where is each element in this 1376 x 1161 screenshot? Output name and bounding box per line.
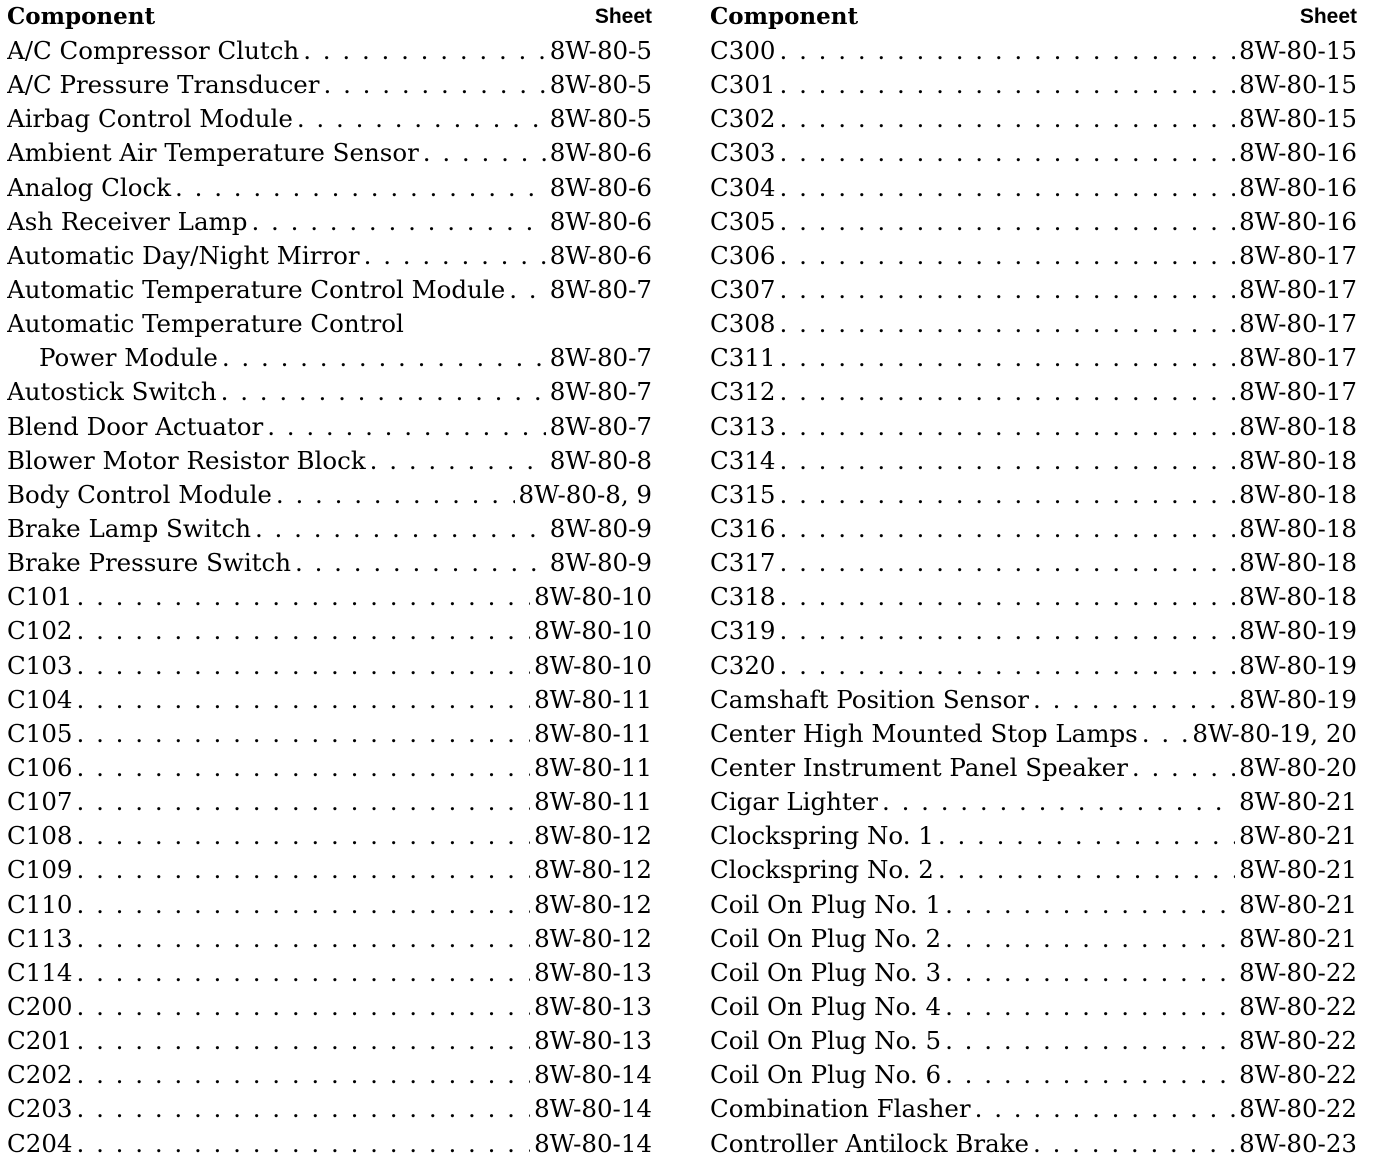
component-name: Cigar Lighter xyxy=(710,787,878,817)
dot-leader xyxy=(780,341,1236,375)
sheet-reference: 8W-80-17 xyxy=(1239,343,1357,373)
component-name: C201 xyxy=(7,1026,73,1056)
index-entry xyxy=(710,751,1357,785)
index-entry xyxy=(7,307,652,341)
sheet-reference: 8W-80-6 xyxy=(549,172,652,202)
dot-leader xyxy=(945,922,1235,956)
dot-leader xyxy=(267,410,546,444)
index-entry xyxy=(7,1024,652,1058)
component-heading: Component xyxy=(7,3,156,30)
index-entry xyxy=(710,375,1357,409)
dot-leader xyxy=(276,478,515,512)
sheet-reference: 8W-80-16 xyxy=(1239,138,1357,168)
sheet-reference: 8W-80-8, 9 xyxy=(518,479,652,509)
component-name: C314 xyxy=(710,445,776,475)
sheet-reference: 8W-80-7 xyxy=(549,377,652,407)
index-entry xyxy=(7,1058,652,1092)
dot-leader xyxy=(77,1127,531,1161)
dot-leader xyxy=(1132,751,1235,785)
component-name: A/C Pressure Transducer xyxy=(7,70,320,100)
index-entry xyxy=(710,444,1357,478)
index-entry xyxy=(710,171,1357,205)
component-name: Automatic Day/Night Mirror xyxy=(7,240,360,270)
index-entry xyxy=(710,956,1357,990)
dot-leader xyxy=(780,239,1236,273)
component-name: C317 xyxy=(710,548,776,578)
dot-leader xyxy=(780,273,1236,307)
sheet-reference: 8W-80-22 xyxy=(1239,1026,1357,1056)
dot-leader xyxy=(221,375,546,409)
sheet-reference: 8W-80-22 xyxy=(1239,957,1357,987)
index-entry xyxy=(710,34,1357,68)
index-entry xyxy=(710,205,1357,239)
component-name: C114 xyxy=(7,957,73,987)
sheet-heading: Sheet xyxy=(1299,5,1357,28)
component-name: C104 xyxy=(7,684,73,714)
sheet-reference: 8W-80-7 xyxy=(549,343,652,373)
dot-leader xyxy=(945,956,1235,990)
component-name: C306 xyxy=(710,240,776,270)
sheet-reference: 8W-80-8 xyxy=(549,445,652,475)
index-entry xyxy=(7,546,652,580)
dot-leader xyxy=(77,683,531,717)
index-entry xyxy=(710,1092,1357,1126)
sheet-reference: 8W-80-12 xyxy=(534,889,652,919)
component-name: C311 xyxy=(710,343,776,373)
component-name: C319 xyxy=(710,616,776,646)
component-name: C318 xyxy=(710,582,776,612)
component-name: C300 xyxy=(710,36,776,65)
component-name: Center High Mounted Stop Lamps xyxy=(710,718,1138,748)
dot-leader xyxy=(77,956,531,990)
index-entry xyxy=(7,341,652,375)
sheet-reference: 8W-80-22 xyxy=(1239,1060,1357,1090)
sheet-reference: 8W-80-12 xyxy=(534,923,652,953)
sheet-reference: 8W-80-15 xyxy=(1239,36,1357,65)
sheet-reference: 8W-80-23 xyxy=(1239,1128,1357,1158)
dot-leader xyxy=(780,136,1236,170)
component-name: C301 xyxy=(710,70,776,100)
component-name: Ash Receiver Lamp xyxy=(7,206,248,236)
index-entry xyxy=(7,922,652,956)
dot-leader xyxy=(77,717,531,751)
component-name: C108 xyxy=(7,821,73,851)
sheet-reference: 8W-80-21 xyxy=(1239,787,1357,817)
dot-leader xyxy=(364,239,546,273)
dot-leader xyxy=(77,580,531,614)
sheet-reference: 8W-80-19 xyxy=(1239,650,1357,680)
sheet-reference: 8W-80-5 xyxy=(549,70,652,100)
dot-leader xyxy=(175,171,546,205)
component-name: C307 xyxy=(710,274,776,304)
dot-leader xyxy=(780,444,1236,478)
component-name: Coil On Plug No. 3 xyxy=(710,957,942,987)
index-entry xyxy=(7,853,652,887)
sheet-reference: 8W-80-18 xyxy=(1239,479,1357,509)
component-name: C101 xyxy=(7,582,73,612)
sheet-reference: 8W-80-6 xyxy=(549,240,652,270)
dot-leader xyxy=(77,751,531,785)
component-name: Body Control Module xyxy=(7,479,272,509)
component-name: Power Module xyxy=(39,343,218,373)
index-entry xyxy=(7,102,652,136)
component-name: C200 xyxy=(7,991,73,1021)
sheet-reference: 8W-80-17 xyxy=(1239,377,1357,407)
sheet-reference: 8W-80-22 xyxy=(1239,991,1357,1021)
sheet-reference: 8W-80-17 xyxy=(1239,274,1357,304)
index-entry xyxy=(710,102,1357,136)
sheet-reference: 8W-80-12 xyxy=(534,855,652,885)
index-entry xyxy=(7,171,652,205)
index-entry xyxy=(710,888,1357,922)
sheet-reference: 8W-80-10 xyxy=(534,582,652,612)
index-entry xyxy=(7,717,652,751)
dot-leader xyxy=(77,922,531,956)
sheet-reference: 8W-80-20 xyxy=(1239,752,1357,782)
component-name: C106 xyxy=(7,752,73,782)
index-entry xyxy=(710,683,1357,717)
sheet-reference: 8W-80-11 xyxy=(534,684,652,714)
index-entry xyxy=(7,239,652,273)
dot-leader xyxy=(780,102,1236,136)
dot-leader xyxy=(77,1024,531,1058)
dot-leader xyxy=(77,649,531,683)
component-name: Coil On Plug No. 4 xyxy=(710,991,942,1021)
sheet-reference: 8W-80-10 xyxy=(534,650,652,680)
sheet-reference: 8W-80-18 xyxy=(1239,548,1357,578)
component-heading: Component xyxy=(710,3,859,30)
sheet-reference: 8W-80-21 xyxy=(1239,889,1357,919)
index-entry xyxy=(710,273,1357,307)
component-name: Autostick Switch xyxy=(7,377,217,407)
dot-leader xyxy=(77,819,531,853)
sheet-reference: 8W-80-22 xyxy=(1239,1094,1357,1124)
dot-leader xyxy=(780,205,1236,239)
sheet-reference: 8W-80-13 xyxy=(534,957,652,987)
dot-leader xyxy=(1033,683,1235,717)
component-name: C203 xyxy=(7,1094,73,1124)
index-entry xyxy=(7,410,652,444)
component-name: C308 xyxy=(710,309,776,339)
index-entry xyxy=(710,1058,1357,1092)
component-name: C103 xyxy=(7,650,73,680)
dot-leader xyxy=(780,410,1236,444)
component-name: C202 xyxy=(7,1060,73,1090)
component-name: Coil On Plug No. 2 xyxy=(710,923,942,953)
index-entry xyxy=(710,1127,1357,1161)
component-name: Coil On Plug No. 6 xyxy=(710,1060,942,1090)
component-name: C105 xyxy=(7,718,73,748)
index-entry xyxy=(710,990,1357,1024)
dot-leader xyxy=(975,1092,1235,1126)
index-entry xyxy=(7,649,652,683)
left-column xyxy=(7,0,652,1161)
index-entry xyxy=(7,444,652,478)
dot-leader xyxy=(780,171,1236,205)
right-component-list xyxy=(710,34,1357,1161)
component-name: Controller Antilock Brake xyxy=(710,1128,1030,1158)
dot-leader xyxy=(945,990,1235,1024)
index-entry xyxy=(7,751,652,785)
dot-leader xyxy=(509,273,545,307)
index-entry xyxy=(710,1024,1357,1058)
component-name: Brake Pressure Switch xyxy=(7,548,292,578)
sheet-reference: 8W-80-14 xyxy=(534,1094,652,1124)
dot-leader xyxy=(780,649,1236,683)
sheet-reference: 8W-80-9 xyxy=(549,548,652,578)
index-entry xyxy=(710,239,1357,273)
dot-leader xyxy=(77,614,531,648)
dot-leader xyxy=(77,853,531,887)
component-name: A/C Compressor Clutch xyxy=(7,36,300,65)
dot-leader xyxy=(780,34,1236,68)
sheet-reference: 8W-80-6 xyxy=(549,206,652,236)
component-name: Brake Lamp Switch xyxy=(7,513,251,543)
index-entry xyxy=(710,614,1357,648)
component-name: C303 xyxy=(710,138,776,168)
component-name: Clockspring No. 2 xyxy=(710,855,934,885)
dot-leader xyxy=(780,478,1236,512)
component-name: C204 xyxy=(7,1128,73,1158)
index-entry xyxy=(710,717,1357,751)
sheet-reference: 8W-80-21 xyxy=(1239,821,1357,851)
component-name: C315 xyxy=(710,479,776,509)
dot-leader xyxy=(780,375,1236,409)
left-column-header xyxy=(7,0,652,34)
component-name: C313 xyxy=(710,411,776,441)
index-entry xyxy=(7,34,652,68)
dot-leader xyxy=(1033,1127,1235,1161)
index-entry xyxy=(7,68,652,102)
index-entry xyxy=(710,136,1357,170)
dot-leader xyxy=(780,68,1236,102)
sheet-reference: 8W-80-13 xyxy=(534,991,652,1021)
dot-leader xyxy=(423,136,546,170)
index-entry xyxy=(7,683,652,717)
index-entry xyxy=(7,888,652,922)
component-name: Automatic Temperature Control xyxy=(7,309,404,339)
component-name: C109 xyxy=(7,855,73,885)
sheet-reference: 8W-80-11 xyxy=(534,752,652,782)
dot-leader xyxy=(303,34,545,68)
sheet-reference: 8W-80-6 xyxy=(549,138,652,168)
dot-leader xyxy=(295,546,546,580)
sheet-reference: 8W-80-16 xyxy=(1239,172,1357,202)
index-entry xyxy=(710,546,1357,580)
sheet-reference: 8W-80-11 xyxy=(534,787,652,817)
index-entry xyxy=(7,956,652,990)
index-entry xyxy=(710,580,1357,614)
index-entry xyxy=(710,649,1357,683)
right-column-header xyxy=(710,0,1357,34)
index-entry xyxy=(710,307,1357,341)
index-entry xyxy=(710,478,1357,512)
dot-leader xyxy=(297,102,546,136)
component-name: C320 xyxy=(710,650,776,680)
dot-leader xyxy=(251,205,545,239)
sheet-reference: 8W-80-5 xyxy=(549,36,652,65)
component-name: Analog Clock xyxy=(7,172,172,202)
component-name: Blower Motor Resistor Block xyxy=(7,445,366,475)
component-name: C113 xyxy=(7,923,73,953)
sheet-reference: 8W-80-5 xyxy=(549,104,652,134)
dot-leader xyxy=(780,512,1236,546)
sheet-reference: 8W-80-15 xyxy=(1239,104,1357,134)
index-entry xyxy=(7,512,652,546)
dot-leader xyxy=(255,512,546,546)
component-name: C107 xyxy=(7,787,73,817)
component-name: Coil On Plug No. 5 xyxy=(710,1026,942,1056)
index-entry xyxy=(710,341,1357,375)
dot-leader xyxy=(938,853,1235,887)
sheet-reference: 8W-80-18 xyxy=(1239,411,1357,441)
dot-leader xyxy=(370,444,546,478)
index-entry xyxy=(7,375,652,409)
index-entry xyxy=(710,922,1357,956)
dot-leader xyxy=(945,888,1235,922)
left-component-list xyxy=(7,34,652,1161)
sheet-reference: 8W-80-13 xyxy=(534,1026,652,1056)
index-entry xyxy=(7,785,652,819)
index-entry xyxy=(710,785,1357,819)
sheet-heading: Sheet xyxy=(594,5,652,28)
sheet-reference: 8W-80-19 xyxy=(1239,616,1357,646)
component-name: C316 xyxy=(710,513,776,543)
sheet-reference: 8W-80-7 xyxy=(549,411,652,441)
sheet-reference: 8W-80-16 xyxy=(1239,206,1357,236)
index-entry xyxy=(7,273,652,307)
component-name: Ambient Air Temperature Sensor xyxy=(7,138,419,168)
component-name: C312 xyxy=(710,377,776,407)
index-entry xyxy=(7,990,652,1024)
sheet-reference: 8W-80-19, 20 xyxy=(1192,718,1357,748)
right-column xyxy=(710,0,1357,1161)
sheet-reference: 8W-80-18 xyxy=(1239,513,1357,543)
dot-leader xyxy=(780,546,1236,580)
sheet-reference: 8W-80-12 xyxy=(534,821,652,851)
index-entry xyxy=(710,410,1357,444)
index-entry xyxy=(710,512,1357,546)
index-entry xyxy=(710,853,1357,887)
sheet-reference: 8W-80-18 xyxy=(1239,582,1357,612)
dot-leader xyxy=(77,990,531,1024)
sheet-reference: 8W-80-15 xyxy=(1239,70,1357,100)
sheet-reference: 8W-80-9 xyxy=(549,513,652,543)
dot-leader xyxy=(780,614,1236,648)
sheet-reference: 8W-80-7 xyxy=(549,274,652,304)
index-entry xyxy=(7,819,652,853)
sheet-reference: 8W-80-14 xyxy=(534,1060,652,1090)
dot-leader xyxy=(77,1058,531,1092)
index-entry xyxy=(7,478,652,512)
component-name: C304 xyxy=(710,172,776,202)
component-name: Camshaft Position Sensor xyxy=(710,684,1029,714)
dot-leader xyxy=(780,580,1236,614)
index-entry xyxy=(710,819,1357,853)
sheet-reference: 8W-80-19 xyxy=(1239,684,1357,714)
sheet-reference: 8W-80-11 xyxy=(534,718,652,748)
sheet-reference: 8W-80-21 xyxy=(1239,923,1357,953)
index-entry xyxy=(7,614,652,648)
dot-leader xyxy=(77,1092,531,1126)
index-entry xyxy=(7,136,652,170)
dot-leader xyxy=(77,888,531,922)
sheet-reference: 8W-80-14 xyxy=(534,1128,652,1158)
dot-leader xyxy=(938,819,1235,853)
component-name: Coil On Plug No. 1 xyxy=(710,889,942,919)
component-name: Center Instrument Panel Speaker xyxy=(710,752,1128,782)
sheet-reference: 8W-80-17 xyxy=(1239,309,1357,339)
index-entry xyxy=(710,68,1357,102)
dot-leader xyxy=(780,307,1236,341)
dot-leader xyxy=(324,68,546,102)
dot-leader xyxy=(945,1058,1235,1092)
index-entry xyxy=(7,580,652,614)
component-name: Blend Door Actuator xyxy=(7,411,264,441)
dot-leader xyxy=(882,785,1235,819)
component-name: Clockspring No. 1 xyxy=(710,821,934,851)
dot-leader xyxy=(222,341,546,375)
component-name: C102 xyxy=(7,616,73,646)
sheet-reference: 8W-80-17 xyxy=(1239,240,1357,270)
component-name: C302 xyxy=(710,104,776,134)
sheet-reference: 8W-80-18 xyxy=(1239,445,1357,475)
component-name: C110 xyxy=(7,889,73,919)
index-entry xyxy=(7,1127,652,1161)
dot-leader xyxy=(945,1024,1235,1058)
index-entry xyxy=(7,1092,652,1126)
sheet-reference: 8W-80-10 xyxy=(534,616,652,646)
sheet-reference: 8W-80-21 xyxy=(1239,855,1357,885)
component-name: C305 xyxy=(710,206,776,236)
dot-leader xyxy=(77,785,531,819)
index-entry xyxy=(7,205,652,239)
dot-leader xyxy=(1142,717,1189,751)
component-name: Combination Flasher xyxy=(710,1094,971,1124)
component-name: Airbag Control Module xyxy=(7,104,293,134)
component-name: Automatic Temperature Control Module xyxy=(7,274,506,304)
